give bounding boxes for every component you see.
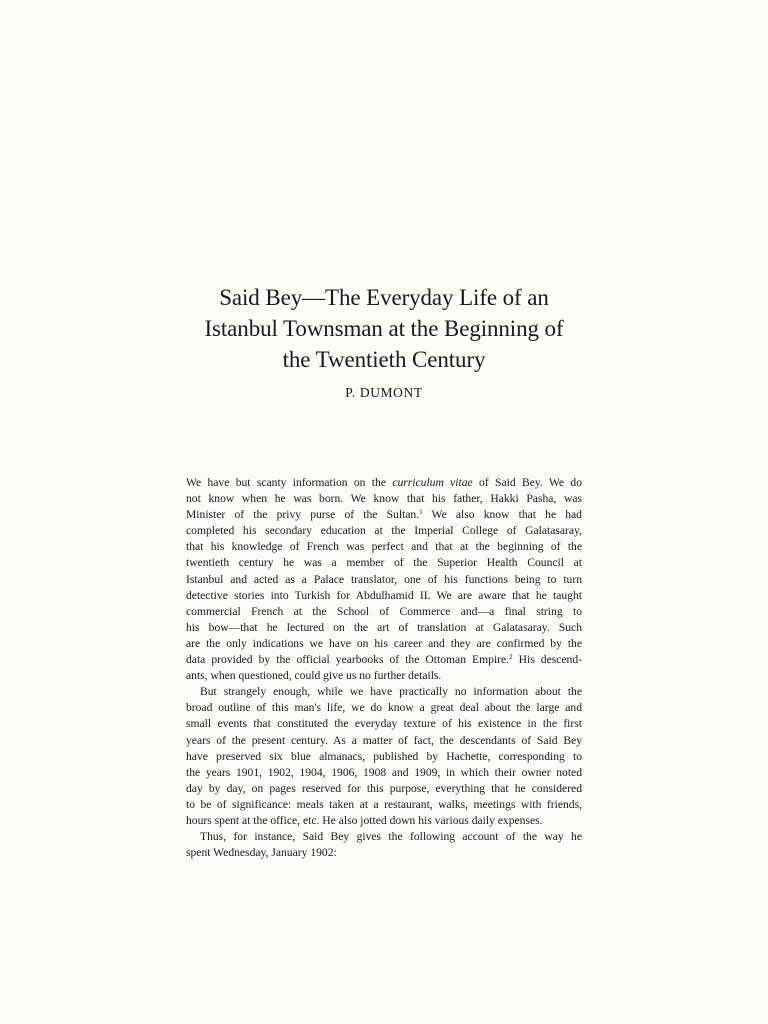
- article-body: [186, 475, 582, 861]
- body-line: detective stories into Turkish for Abdulhamid II. We are aware that he taught: [186, 588, 582, 602]
- body-line: completed his secondary education at the Imperial College of Galatasaray,: [186, 524, 582, 538]
- body-line: the years 1901, 1902, 1904, 1906, 1908 and 1909, in which their owner noted: [186, 765, 582, 779]
- body-line: to be of significance: meals taken at a restaurant, walks, meetings with friends,: [186, 797, 582, 811]
- title-line: Istanbul Townsman at the Beginning of: [204, 316, 564, 341]
- footnote-ref: 1: [419, 508, 423, 517]
- body-line: data provided by the official yearbooks of the Ottoman Empire.$^2$ His descend-: [186, 653, 582, 667]
- body-line: Thus, for instance, Said Bey gives the following account of the way he: [200, 830, 582, 844]
- body-line: ants, when questioned, could give us no further details.: [186, 669, 442, 683]
- body-line: Istanbul and acted as a Palace translator, one of his functions being to turn: [186, 572, 582, 586]
- body-line: have preserved six blue almanacs, published by Hachette, corresponding to: [186, 749, 582, 763]
- title-line: Said Bey—The Everyday Life of an: [219, 285, 549, 310]
- body-line: spent Wednesday, January 1902:: [186, 846, 337, 860]
- body-line: hours spent at the office, etc. He also jotted down his various daily expenses.: [186, 813, 543, 827]
- body-line: not know when he was born. We know that his father, Hakki Pasha, was: [186, 492, 582, 506]
- article-title: [150, 282, 618, 375]
- body-line: Minister of the privy purse of the Sultan.$^1$ We also know that he had: [186, 508, 582, 522]
- body-line: commercial French at the School of Commerce and—a final string to: [186, 604, 582, 618]
- emphasis: curriculum vitae: [392, 476, 473, 489]
- title-line: the Twentieth Century: [282, 347, 486, 372]
- body-line: We have but scanty information on the curriculum vitae of Said Bey. We do: [186, 476, 582, 489]
- body-line: day by day, on pages reserved for this purpose, everything that he considered: [186, 781, 582, 795]
- body-line: But strangely enough, while we have practically no information about the: [200, 685, 582, 699]
- body-line: are the only indications we have on his career and they are confirmed by the: [186, 636, 582, 650]
- body-line: that his knowledge of French was perfect and that at the beginning of the: [186, 540, 582, 554]
- body-line: broad outline of this man's life, we do know a great deal about the large and: [186, 701, 582, 715]
- body-line: his bow—that he lectured on the art of translation at Galatasaray. Such: [186, 620, 582, 634]
- body-line: twentieth century he was a member of the Superior Health Council at: [186, 556, 582, 570]
- article-author: P. DUMONT: [345, 385, 423, 400]
- body-line: small events that constituted the everyday texture of his existence in the first: [186, 717, 582, 731]
- body-line: years of the present century. As a matter of fact, the descendants of Said Bey: [186, 733, 582, 747]
- footnote-ref: 2: [509, 653, 513, 662]
